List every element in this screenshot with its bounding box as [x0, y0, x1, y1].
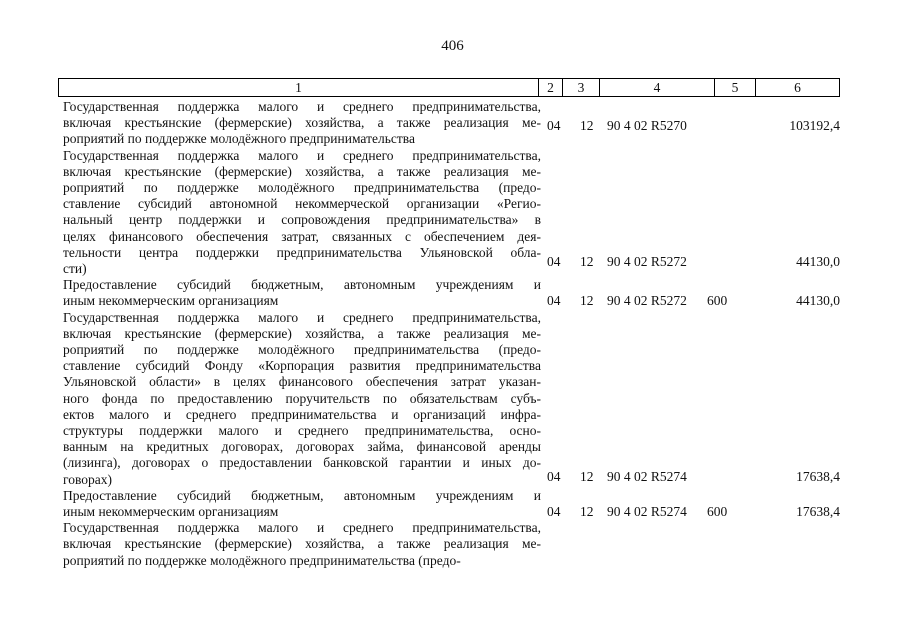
- row-description-line: Предоставление субсидий бюджетным, автономным учреждениям и: [63, 487, 541, 503]
- header-col-5: 5: [714, 79, 755, 96]
- row-cell-c2: 04: [547, 468, 561, 484]
- row-cell-c2: 04: [547, 254, 561, 269]
- row-description: [63, 148, 541, 278]
- row-cell-c4: 90 4 02 R5274: [607, 504, 687, 519]
- row-description-line: роприятий по поддержке молодёжного предпринимательства: [63, 131, 415, 147]
- row-description: [63, 310, 541, 488]
- header-col-4: 4: [599, 79, 714, 96]
- row-cell-c4: 90 4 02 R5272: [607, 254, 687, 269]
- row-description-line: иным некоммерческим организациям: [63, 293, 279, 309]
- row-cell-c3: 12: [580, 293, 594, 309]
- row-cell-c5: 600: [707, 293, 728, 309]
- row-description-line: структуры поддержки малого и среднего предпринимательства, осно-: [63, 423, 541, 439]
- row-description-line: ектов малого и среднего предпринимательства и организаций инфра-: [63, 406, 541, 422]
- header-col-1: 1: [58, 79, 538, 96]
- row-description-line: (лизинга), договорах о предоставлении банковской гарантии и иных до-: [63, 455, 541, 471]
- row-description: [63, 520, 541, 569]
- row-cell-c2: 04: [547, 118, 561, 134]
- row-description-line: Ульяновской области» в целях финансового обеспечения затрат указан-: [63, 374, 541, 390]
- row-cell-c2: 04: [547, 293, 561, 309]
- row-description-line: ставление субсидий автономной некоммерческой организации «Регио-: [63, 196, 541, 212]
- row-description-line: включая крестьянские (фермерские) хозяйства, а также реализация ме-: [63, 163, 541, 179]
- row-description-line: ного фонда по предоставлению поручительств по обязательствам субъ-: [63, 390, 541, 406]
- row-cell-c6: 44130,0: [796, 254, 840, 269]
- row-cell-c6: 17638,4: [796, 504, 840, 519]
- row-description-line: иным некоммерческим организациям: [63, 504, 279, 519]
- row-cell-c4: 90 4 02 R5274: [607, 468, 687, 484]
- row-description-line: Предоставление субсидий бюджетным, автономным учреждениям и: [63, 277, 541, 293]
- row-description-line: включая крестьянские (фермерские) хозяйства, а также реализация ме-: [63, 325, 541, 341]
- row-description-line: роприятий по поддержке молодёжного предпринимательства (предо-: [63, 342, 541, 357]
- row-cell-c6: 17638,4: [796, 468, 840, 484]
- row-description-line: включая крестьянские (фермерские) хозяйства, а также реализация ме-: [63, 115, 541, 131]
- row-cell-c3: 12: [580, 504, 594, 519]
- row-description-line: целях финансового обеспечения затрат, связанных с обеспечением дея-: [63, 228, 541, 244]
- row-cell-c2: 04: [547, 504, 561, 519]
- row-description-line: роприятий по поддержке молодёжного предпринимательства (предо-: [63, 180, 541, 195]
- row-description-line: тельности центра поддержки предпринимательства Ульяновской обла-: [63, 244, 541, 260]
- row-description: [63, 277, 541, 309]
- row-description-line: нальный центр поддержки и сопровождения предпринимательства» в: [63, 212, 541, 228]
- row-description-line: Государственная поддержка малого и среднего предпринимательства,: [63, 520, 541, 536]
- row-cell-c4: 90 4 02 R5272: [607, 293, 687, 309]
- row-description-line: роприятий по поддержке молодёжного предпринимательства (предо-: [63, 552, 461, 568]
- row-description-line: ставление субсидий Фонду «Корпорация развития предпринимательства: [63, 358, 541, 374]
- row-description-line: Государственная поддержка малого и среднего предпринимательства,: [63, 147, 541, 163]
- row-cell-c3: 12: [580, 118, 594, 134]
- row-cell-c6: 103192,4: [789, 118, 840, 134]
- row-description-line: включая крестьянские (фермерские) хозяйства, а также реализация ме-: [63, 536, 541, 552]
- row-cell-c3: 12: [580, 468, 594, 484]
- page-number: 406: [441, 38, 464, 54]
- row-description-line: сти): [63, 261, 87, 277]
- header-col-3: 3: [562, 79, 599, 96]
- row-description-line: ванным на кредитных договорах, договорах займа, финансовой аренды: [63, 439, 541, 455]
- table-header: [58, 78, 840, 97]
- row-cell-c3: 12: [580, 254, 594, 269]
- row-cell-c6: 44130,0: [796, 293, 840, 309]
- row-description: [63, 99, 541, 148]
- header-col-6: 6: [755, 79, 840, 96]
- row-description-line: говорах): [63, 471, 112, 487]
- row-description-line: Государственная поддержка малого и среднего предпринимательства,: [63, 309, 541, 325]
- row-description: [63, 488, 541, 520]
- header-col-2: 2: [538, 79, 562, 96]
- row-cell-c4: 90 4 02 R5270: [607, 118, 687, 134]
- row-cell-c5: 600: [707, 504, 728, 519]
- row-description-line: Государственная поддержка малого и среднего предпринимательства,: [63, 99, 541, 114]
